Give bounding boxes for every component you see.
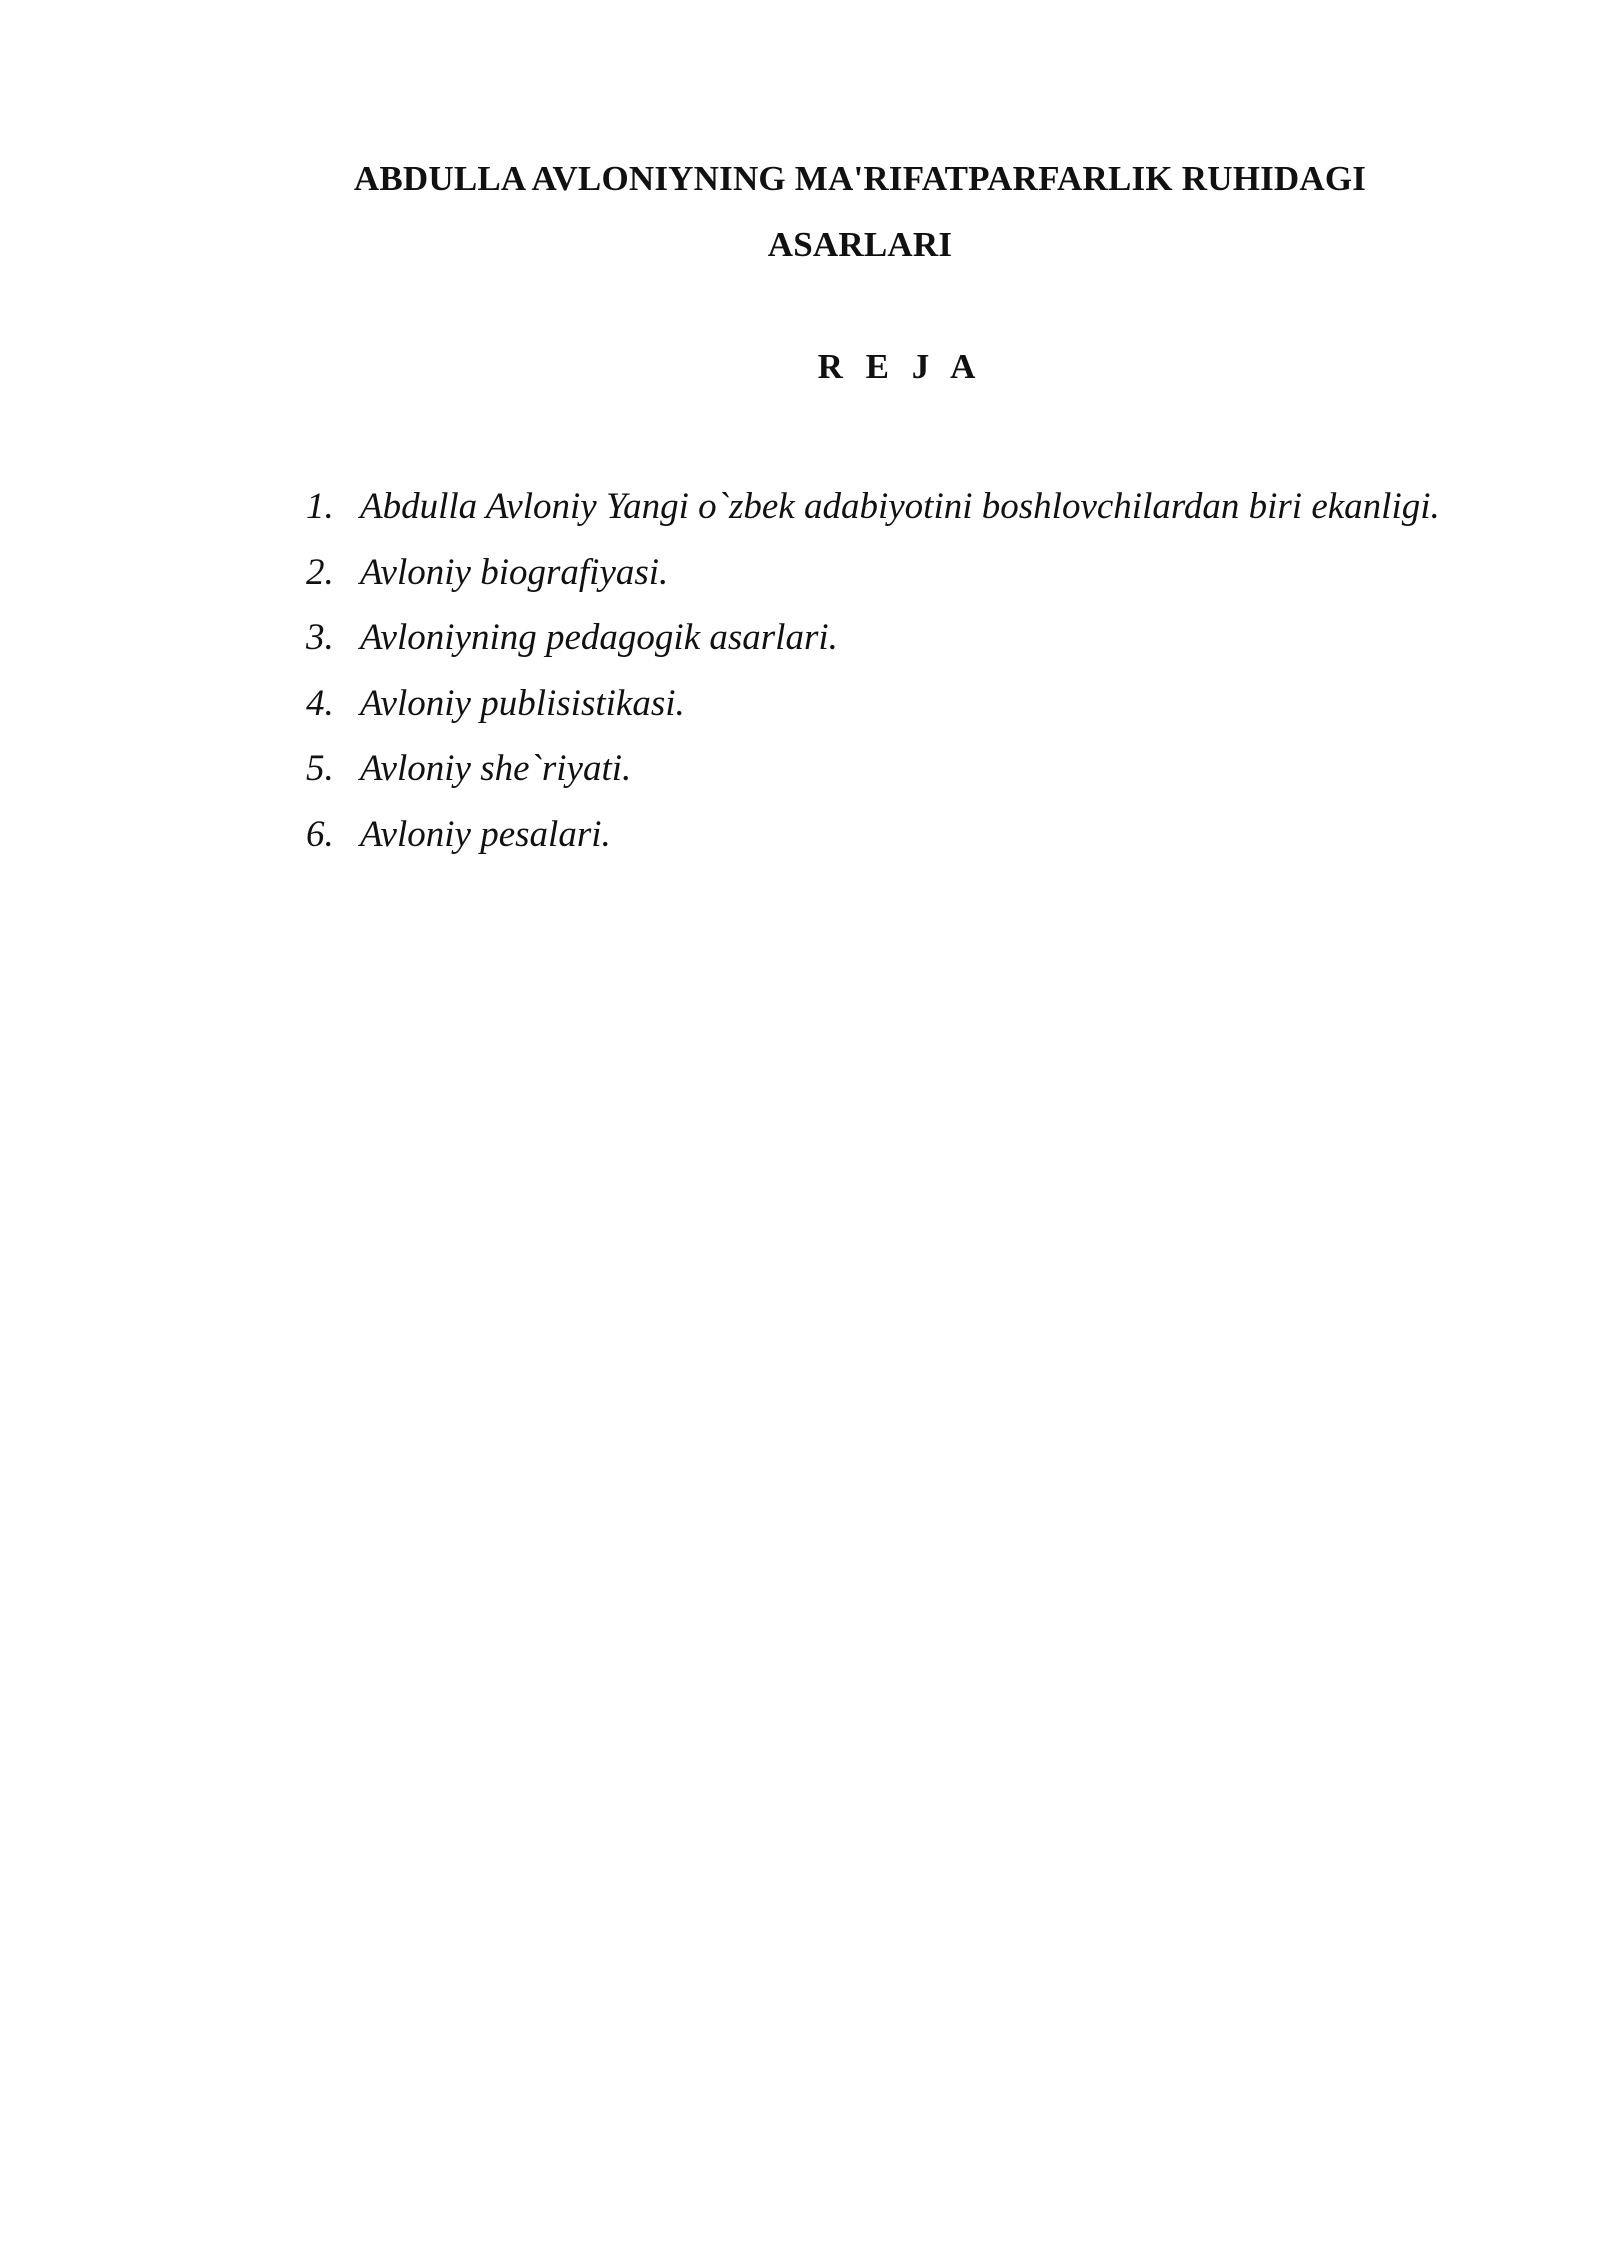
plan-item-text: Avloniy pesalari. <box>360 813 611 855</box>
plan-item <box>300 605 1440 671</box>
plan-list <box>300 474 1440 867</box>
plan-item <box>300 802 1440 868</box>
plan-item <box>300 540 1440 606</box>
plan-item-text: Avloniy she`riyati. <box>360 748 632 789</box>
plan-item-number: 3. <box>306 617 334 658</box>
plan-item-number: 1. <box>306 486 334 527</box>
title-line-1: ABDULLA AVLONIYNING MA'RIFATPARFARLIK RUHIDAGI <box>353 159 1367 198</box>
document-title <box>300 146 1420 278</box>
plan-item <box>300 474 1440 540</box>
title-line-2: ASARLARI <box>767 225 953 264</box>
plan-item-text: Avloniyning pedagogik asarlari. <box>360 617 838 658</box>
plan-item-number: 2. <box>306 551 334 593</box>
plan-item-number: 5. <box>306 748 334 789</box>
plan-item-text: Avloniy biografiyasi. <box>360 551 669 593</box>
plan-item-number: 4. <box>306 682 334 724</box>
plan-item-text: Abdulla Avloniy Yangi o`zbek adabiyotini boshlovchilardan biri ekanligi. <box>360 486 1440 527</box>
plan-heading: R E J A <box>817 347 983 386</box>
plan-item-number: 6. <box>306 813 334 855</box>
plan-item-text: Avloniy publisistikasi. <box>360 682 685 724</box>
plan-item <box>300 671 1440 737</box>
plan-item <box>300 736 1440 802</box>
